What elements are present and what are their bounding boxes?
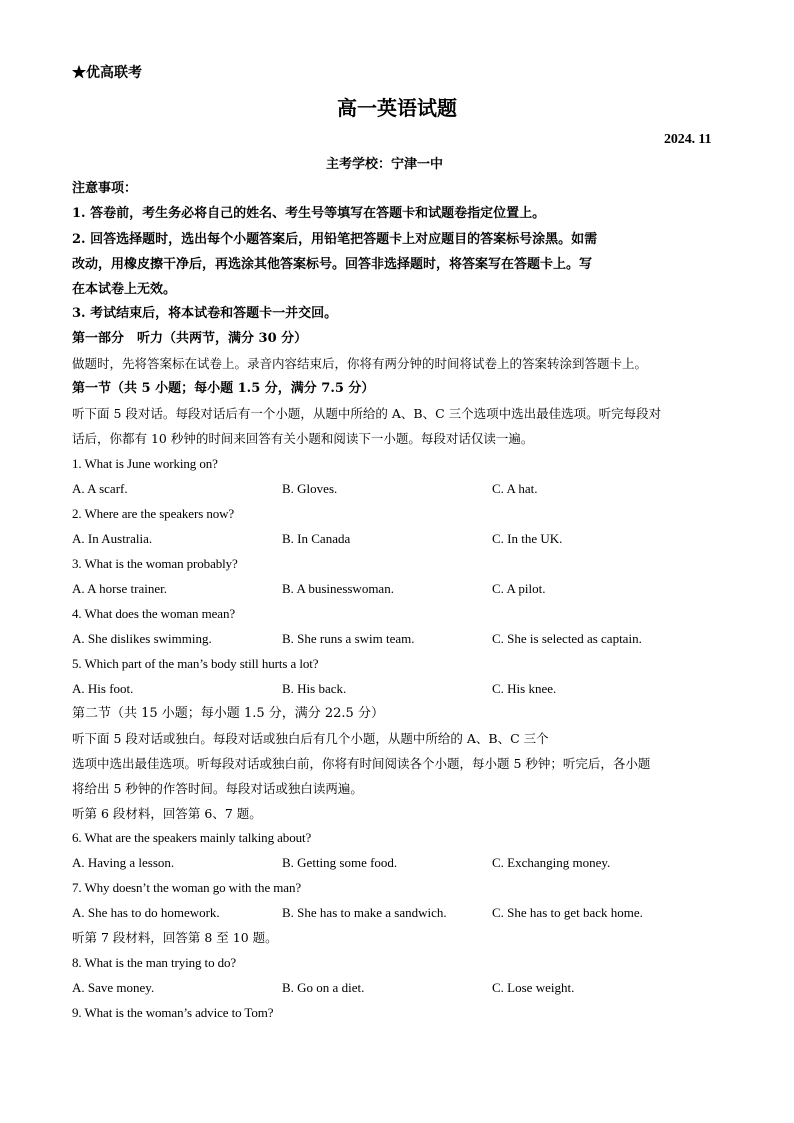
part1-heading: 第一部分 听力（共两节，满分 30 分）	[72, 331, 308, 346]
question-6-option-b: B. Getting some food.	[282, 855, 398, 870]
question-3-option-b: B. A businesswoman.	[282, 581, 394, 596]
material-6-instruction: 听第 6 段材料，回答第 6、7 题。	[72, 806, 262, 821]
section2-heading: 第二节（共 15 小题；每小题 1.5 分，满分 22.5 分）	[72, 706, 384, 721]
section1-heading: 第一节（共 5 小题；每小题 1.5 分，满分 7.5 分）	[72, 381, 375, 396]
question-5-option-b: B. His back.	[282, 681, 347, 696]
question-1-option-a: A. A scarf.	[72, 481, 128, 496]
question-7: 7. Why doesn’t the woman go with the man?	[72, 880, 302, 895]
question-3-option-c: C. A pilot.	[492, 581, 546, 596]
question-6-option-c: C. Exchanging money.	[492, 855, 611, 870]
question-2: 2. Where are the speakers now?	[72, 506, 235, 521]
question-5-option-c: C. His knee.	[492, 681, 557, 696]
question-9: 9. What is the woman’s advice to Tom?	[72, 1005, 274, 1020]
question-8-option-a: A. Save money.	[72, 980, 155, 995]
question-5-option-a: A. His foot.	[72, 681, 134, 696]
note-2-line-3: 在本试卷上无效。	[72, 282, 177, 297]
question-4: 4. What does the woman mean?	[72, 606, 236, 621]
section2-instruction-line-2: 选项中选出最佳选项。听每段对话或独白前，你将有时间阅读各个小题，每小题 5 秒钟；听完后，各小题	[72, 756, 651, 771]
question-4-option-a: A. She dislikes swimming.	[72, 631, 212, 646]
section2-instruction-line-1: 听下面 5 段对话或独白。每段对话或独白后有几个小题，从题中所给的 A、B、C 三个	[72, 731, 549, 746]
question-7-option-c: C. She has to get back home.	[492, 905, 643, 920]
question-4-option-c: C. She is selected as captain.	[492, 631, 642, 646]
section2-instruction-line-3: 将给出 5 秒钟的作答时间。每段对话或独白读两遍。	[72, 781, 363, 796]
question-5: 5. Which part of the man’s body still hurts a lot?	[72, 656, 319, 671]
question-7-option-b: B. She has to make a sandwich.	[282, 905, 447, 920]
note-2-line-1: 2. 回答选择题时，选出每个小题答案后，用铅笔把答题卡上对应题目的答案标号涂黑。如需	[72, 232, 598, 247]
question-8: 8. What is the man trying to do?	[72, 955, 237, 970]
brand-label: ★优高联考	[72, 65, 142, 81]
question-7-option-a: A. She has to do homework.	[72, 905, 220, 920]
host-school: 主考学校：宁津一中	[326, 157, 444, 172]
page-title: 高一英语试题	[337, 96, 457, 120]
question-2-option-c: C. In the UK.	[492, 531, 563, 546]
question-4-option-b: B. She runs a swim team.	[282, 631, 415, 646]
question-6-option-a: A. Having a lesson.	[72, 855, 175, 870]
question-6: 6. What are the speakers mainly talking about?	[72, 830, 312, 845]
notes-heading: 注意事项：	[72, 181, 138, 196]
question-2-option-a: A. In Australia.	[72, 531, 153, 546]
question-8-option-c: C. Lose weight.	[492, 980, 575, 995]
part1-intro: 做题时，先将答案标在试卷上。录音内容结束后，你将有两分钟的时间将试卷上的答案转涂到答题卡上。	[72, 356, 648, 371]
exam-date: 2024. 11	[664, 132, 712, 147]
question-1-option-c: C. A hat.	[492, 481, 538, 496]
question-3-option-a: A. A horse trainer.	[72, 581, 167, 596]
note-2-line-2: 改动，用橡皮擦干净后，再选涂其他答案标号。回答非选择题时，将答案写在答题卡上。写	[72, 257, 593, 272]
material-7-instruction: 听第 7 段材料，回答第 8 至 10 题。	[72, 930, 278, 945]
note-3: 3. 考试结束后，将本试卷和答题卡一并交回。	[72, 306, 338, 321]
question-1: 1. What is June working on?	[72, 456, 218, 471]
section1-instruction-line-2: 话后，你都有 10 秒钟的时间来回答有关小题和阅读下一小题。每段对话仅读一遍。	[72, 431, 534, 446]
question-8-option-b: B. Go on a diet.	[282, 980, 365, 995]
question-1-option-b: B. Gloves.	[282, 481, 338, 496]
section1-instruction-line-1: 听下面 5 段对话。每段对话后有一个小题，从题中所给的 A、B、C 三个选项中选出最佳选项。听完每段对	[72, 406, 662, 421]
question-2-option-b: B. In Canada	[282, 531, 351, 546]
note-1: 1. 答卷前，考生务必将自己的姓名、考生号等填写在答题卡和试题卷指定位置上。	[72, 206, 546, 221]
question-3: 3. What is the woman probably?	[72, 556, 238, 571]
